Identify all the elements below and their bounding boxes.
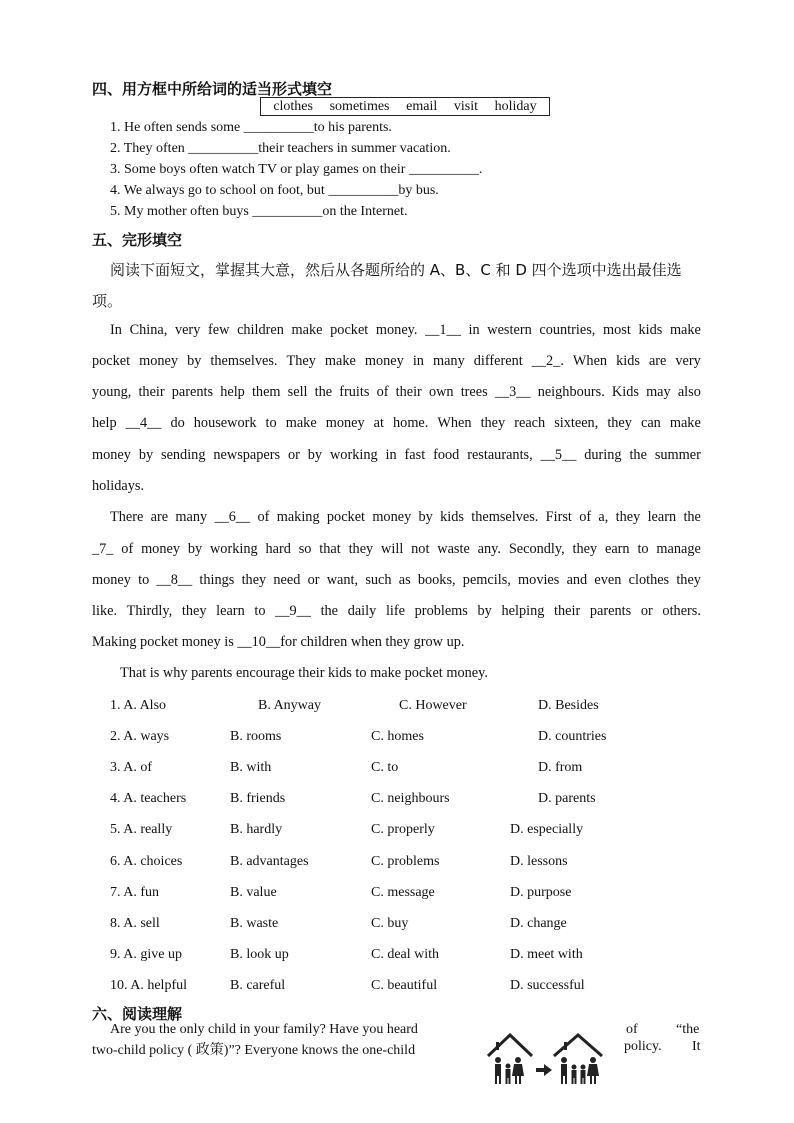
passage-word: making	[276, 509, 320, 525]
passage-word: they	[348, 541, 374, 557]
passage-word: They	[286, 353, 316, 369]
passage-word: themselves.	[210, 353, 278, 369]
passage-word: even	[594, 572, 622, 588]
passage-word: they	[676, 572, 701, 588]
option-2-b[interactable]: B. rooms	[230, 729, 282, 745]
passage-line	[92, 634, 464, 651]
reading-line-1-right: “the	[676, 1022, 700, 1037]
option-8-d[interactable]: D. change	[510, 915, 567, 931]
passage-word: _7_	[92, 541, 114, 557]
passage-word: home.	[393, 415, 429, 431]
fill-item-text: 4. We always go to school on foot, but	[110, 183, 329, 198]
reading-line-2-right: policy.	[624, 1039, 662, 1054]
word-box-word: email	[406, 98, 438, 114]
family-house-icon	[484, 1030, 614, 1090]
passage-word: help	[92, 415, 117, 431]
fill-blank[interactable]: __________	[408, 162, 479, 177]
passage-word: money	[325, 415, 365, 431]
option-7-a[interactable]: 7. A. fun	[110, 884, 159, 900]
passage-line	[120, 665, 488, 682]
passage-word: or	[307, 572, 320, 588]
option-6-c[interactable]: C. problems	[371, 853, 440, 869]
passage-word: or	[640, 603, 653, 619]
passage-word: them	[251, 384, 281, 400]
passage-word: very	[174, 322, 201, 338]
passage-word: and	[566, 572, 588, 588]
passage-word: may	[646, 384, 671, 400]
passage-word: money	[92, 572, 131, 588]
passage-word: their	[395, 384, 422, 400]
reading-line-2-left: two-child policy ( 政策)”? Everyone knows the one-child	[92, 1043, 416, 1058]
passage-word: such	[365, 572, 392, 588]
section4-title: 四、用方框中所给词的适当形式填空	[92, 80, 333, 98]
passage-word: money	[141, 541, 180, 557]
passage-word: manage	[656, 541, 701, 557]
passage-word: summer	[654, 447, 701, 463]
passage-word: kids	[616, 353, 640, 369]
passage-line	[92, 384, 701, 401]
passage-word: of	[579, 509, 592, 525]
section5-title: 五、完形填空	[92, 231, 183, 249]
passage-word: earn	[604, 541, 630, 557]
fill-item-text: 2. They often	[110, 141, 189, 156]
passage-word: Secondly,	[508, 541, 565, 557]
option-8-a[interactable]: 8. A. sell	[110, 915, 160, 931]
passage-word: or	[287, 447, 300, 463]
passage-word: their	[554, 603, 581, 619]
passage-word: they	[615, 509, 641, 525]
passage-word: that	[319, 541, 341, 557]
passage-word: Making pocket money is __10__for children when they grow up.	[92, 634, 465, 650]
passage-word: very	[675, 353, 701, 369]
passage-word: the	[683, 509, 701, 525]
passage-word: they	[480, 415, 506, 431]
passage-word: like.	[92, 603, 118, 619]
option-9-b[interactable]: B. look up	[230, 946, 289, 962]
passage-word: problems	[414, 603, 468, 619]
option-10-b[interactable]: B. careful	[230, 977, 286, 993]
word-box-word: sometimes	[329, 98, 390, 114]
passage-word: their	[138, 384, 165, 400]
passage-word: books,	[417, 572, 456, 588]
passage-line	[92, 603, 701, 620]
passage-word: clothes	[628, 572, 670, 588]
passage-line	[92, 415, 701, 432]
passage-word: working	[209, 541, 258, 557]
passage-word: they	[241, 572, 267, 588]
passage-word: kids	[638, 322, 663, 338]
option-4-c[interactable]: C. neighbours	[371, 791, 450, 807]
option-8-c[interactable]: C. buy	[371, 915, 409, 931]
passage-word: __5__	[540, 447, 577, 463]
passage-word: money	[139, 353, 179, 369]
fill-item-text: on the Internet.	[322, 204, 408, 219]
passage-word: by	[418, 509, 433, 525]
section6-title: 六、阅读理解	[92, 1005, 183, 1023]
reading-line-1-right: of	[626, 1022, 638, 1037]
passage-word: When	[437, 415, 472, 431]
option-10-c[interactable]: C. beautiful	[371, 977, 438, 993]
passage-word: First	[545, 509, 572, 525]
passage-line	[92, 447, 701, 464]
passage-word: young,	[92, 384, 132, 400]
passage-word: money	[364, 353, 404, 369]
passage-word: pocket	[330, 322, 369, 338]
passage-word: money.	[375, 322, 418, 338]
fill-item-text: 1. He often sends some	[110, 120, 244, 135]
passage-word: parents	[589, 603, 632, 619]
option-7-c[interactable]: C. message	[371, 884, 435, 900]
option-1-c[interactable]: C. However	[399, 698, 467, 713]
option-1-d[interactable]: D. Besides	[538, 698, 599, 713]
passage-word: themselves.	[471, 509, 539, 525]
option-3-b[interactable]: B. with	[230, 760, 272, 776]
passage-word: __6__	[214, 509, 251, 525]
passage-word: many	[175, 509, 208, 525]
option-2-d[interactable]: D. countries	[538, 729, 607, 745]
passage-line	[92, 478, 144, 495]
fill-item-text: by bus.	[398, 183, 439, 198]
fill-blank[interactable]: __________	[252, 204, 323, 219]
passage-word: they	[181, 603, 207, 619]
passage-word: they	[607, 415, 632, 431]
passage-word: make	[669, 415, 701, 431]
fill-item-text: their teachers in summer vacation.	[258, 141, 451, 156]
passage-word: many	[432, 353, 465, 369]
passage-word: learn	[216, 603, 245, 619]
passage-word: of	[121, 541, 134, 557]
passage-word: restaurants,	[467, 447, 533, 463]
passage-word: make	[669, 322, 701, 338]
passage-word: of	[257, 509, 270, 525]
option-5-a[interactable]: 5. A. really	[110, 822, 173, 838]
instruction-line: 阅读下面短文，掌握其大意，然后从各题所给的 A、B、C 和 D 四个选项中选出最佳选	[110, 261, 682, 279]
passage-word: __8__	[156, 572, 193, 588]
passage-line	[92, 572, 701, 589]
passage-word: reach	[514, 415, 546, 431]
passage-word: in	[412, 353, 424, 369]
passage-word: most	[603, 322, 631, 338]
passage-word: different	[473, 353, 523, 369]
passage-word: __2_.	[531, 353, 564, 369]
passage-word: to	[254, 603, 266, 619]
passage-word: working	[329, 447, 378, 463]
option-4-b[interactable]: B. friends	[230, 791, 286, 807]
passage-word: sixteen,	[554, 415, 599, 431]
option-2-a[interactable]: 2. A. ways	[110, 729, 170, 745]
passage-line	[92, 541, 701, 558]
passage-word: sell	[287, 384, 308, 400]
passage-word: do	[170, 415, 185, 431]
fill-item-text: .	[478, 162, 483, 177]
option-5-c[interactable]: C. properly	[371, 822, 435, 838]
passage-word: others.	[662, 603, 701, 619]
passage-word: newspapers	[213, 447, 281, 463]
option-10-a[interactable]: 10. A. helpful	[110, 977, 187, 993]
fill-blank[interactable]: __________	[188, 141, 259, 156]
passage-word: by	[307, 447, 323, 463]
passage-word: money	[372, 509, 412, 525]
option-9-d[interactable]: D. meet with	[510, 946, 583, 962]
option-9-c[interactable]: C. deal with	[371, 946, 440, 962]
passage-word: a,	[598, 509, 609, 525]
passage-word: are	[648, 353, 667, 369]
passage-word: __9__	[275, 603, 311, 619]
passage-word: __3__	[494, 384, 531, 400]
passage-word: Kids	[611, 384, 639, 400]
passage-word: they	[572, 541, 598, 557]
passage-word: the	[314, 384, 333, 400]
option-3-a[interactable]: 3. A. of	[110, 760, 152, 776]
passage-word: __4__	[125, 415, 162, 431]
passage-word: countries,	[539, 322, 596, 338]
passage-word: to	[637, 541, 649, 557]
passage-word: When	[572, 353, 608, 369]
option-4-a[interactable]: 4. A. teachers	[110, 791, 187, 807]
passage-word: holidays.	[92, 478, 145, 494]
option-4-d[interactable]: D. parents	[538, 791, 596, 807]
option-6-b[interactable]: B. advantages	[230, 853, 309, 869]
option-5-b[interactable]: B. hardly	[230, 822, 283, 838]
passage-word: make	[285, 415, 317, 431]
passage-word: of	[376, 384, 389, 400]
fill-item-1	[110, 120, 392, 136]
fill-item-3	[110, 162, 482, 178]
passage-word: in	[385, 447, 397, 463]
passage-word: by	[138, 447, 154, 463]
word-box-word: visit	[453, 98, 479, 114]
passage-word: are	[150, 509, 169, 525]
passage-word: In	[110, 322, 122, 338]
fill-item-4	[110, 183, 439, 199]
passage-word: by	[477, 603, 492, 619]
word-box-word: clothes	[273, 98, 313, 114]
passage-word: in	[468, 322, 480, 338]
fill-item-5	[110, 204, 407, 220]
option-1-b[interactable]: B. Anyway	[258, 698, 321, 713]
passage-word: helping	[501, 603, 545, 619]
passage-word: neighbours.	[537, 384, 605, 400]
passage-word: fast	[404, 447, 426, 463]
fill-item-2	[110, 141, 451, 157]
passage-word: by	[187, 353, 202, 369]
passage-word: __1__	[425, 322, 461, 338]
passage-word: few	[207, 322, 230, 338]
passage-word: Thirdly,	[126, 603, 173, 619]
passage-word: pocket	[92, 353, 131, 369]
passage-word: housework	[193, 415, 257, 431]
passage-line	[110, 322, 701, 339]
passage-word: food	[433, 447, 460, 463]
passage-word: things	[199, 572, 235, 588]
passage-word: make	[291, 322, 323, 338]
passage-word: sending	[161, 447, 206, 463]
passage-word: China,	[129, 322, 168, 338]
reading-line-2-right: It	[692, 1039, 701, 1054]
option-3-d[interactable]: D. from	[538, 760, 583, 776]
passage-word: to	[265, 415, 277, 431]
passage-word: parents	[171, 384, 214, 400]
option-10-d[interactable]: D. successful	[510, 977, 585, 993]
passage-word: so	[298, 541, 312, 557]
passage-word: need	[273, 572, 301, 588]
passage-word: That is why parents encourage their kids to make pocket money.	[120, 665, 488, 681]
passage-word: will	[381, 541, 404, 557]
fill-blank[interactable]: __________	[328, 183, 399, 198]
passage-word: by	[187, 541, 203, 557]
passage-word: western	[487, 322, 532, 338]
passage-word: to	[138, 572, 150, 588]
passage-word: trees	[460, 384, 488, 400]
option-7-b[interactable]: B. value	[230, 884, 277, 900]
passage-word: life	[385, 603, 405, 619]
passage-word: daily	[347, 603, 377, 619]
passage-word: learn	[647, 509, 677, 525]
option-8-b[interactable]: B. waste	[230, 915, 279, 931]
passage-word: also	[677, 384, 701, 400]
fill-item-text: 3. Some boys often watch TV or play games on their	[110, 162, 409, 177]
option-1-a[interactable]: 1. A. Also	[110, 698, 167, 713]
passage-line	[110, 509, 701, 526]
instruction-line: 项。	[92, 292, 123, 310]
passage-word: make	[324, 353, 356, 369]
passage-word: money	[92, 447, 131, 463]
fill-item-text: to his parents.	[313, 120, 392, 135]
passage-word: at	[373, 415, 384, 431]
passage-word: not	[411, 541, 430, 557]
fill-blank[interactable]: __________	[243, 120, 314, 135]
passage-word: kids	[440, 509, 464, 525]
passage-word: movies	[518, 572, 560, 588]
option-5-d[interactable]: D. especially	[510, 822, 584, 838]
passage-word: can	[640, 415, 661, 431]
option-3-c[interactable]: C. to	[371, 760, 399, 776]
passage-word: fruits	[339, 384, 370, 400]
word-box	[260, 97, 550, 116]
option-6-d[interactable]: D. lessons	[510, 853, 568, 869]
passage-word: during	[584, 447, 622, 463]
option-9-a[interactable]: 9. A. give up	[110, 946, 182, 962]
passage-word: children	[237, 322, 284, 338]
passage-word: pemcils,	[462, 572, 511, 588]
passage-word: the	[320, 603, 339, 619]
passage-word: the	[629, 447, 647, 463]
passage-word: own	[428, 384, 454, 400]
option-7-d[interactable]: D. purpose	[510, 884, 572, 900]
passage-word: pocket	[326, 509, 366, 525]
passage-line	[92, 353, 701, 370]
word-box-word: holiday	[494, 98, 537, 114]
option-2-c[interactable]: C. homes	[371, 729, 424, 745]
fill-item-text: 5. My mother often buys	[110, 204, 253, 219]
passage-word: hard	[265, 541, 291, 557]
passage-word: There	[110, 509, 144, 525]
passage-word: as	[398, 572, 411, 588]
passage-word: waste	[437, 541, 470, 557]
option-6-a[interactable]: 6. A. choices	[110, 853, 183, 869]
passage-word: help	[220, 384, 245, 400]
reading-line-1-left: Are you the only child in your family? Have you heard	[110, 1022, 418, 1037]
passage-word: any.	[477, 541, 501, 557]
passage-word: want,	[326, 572, 359, 588]
